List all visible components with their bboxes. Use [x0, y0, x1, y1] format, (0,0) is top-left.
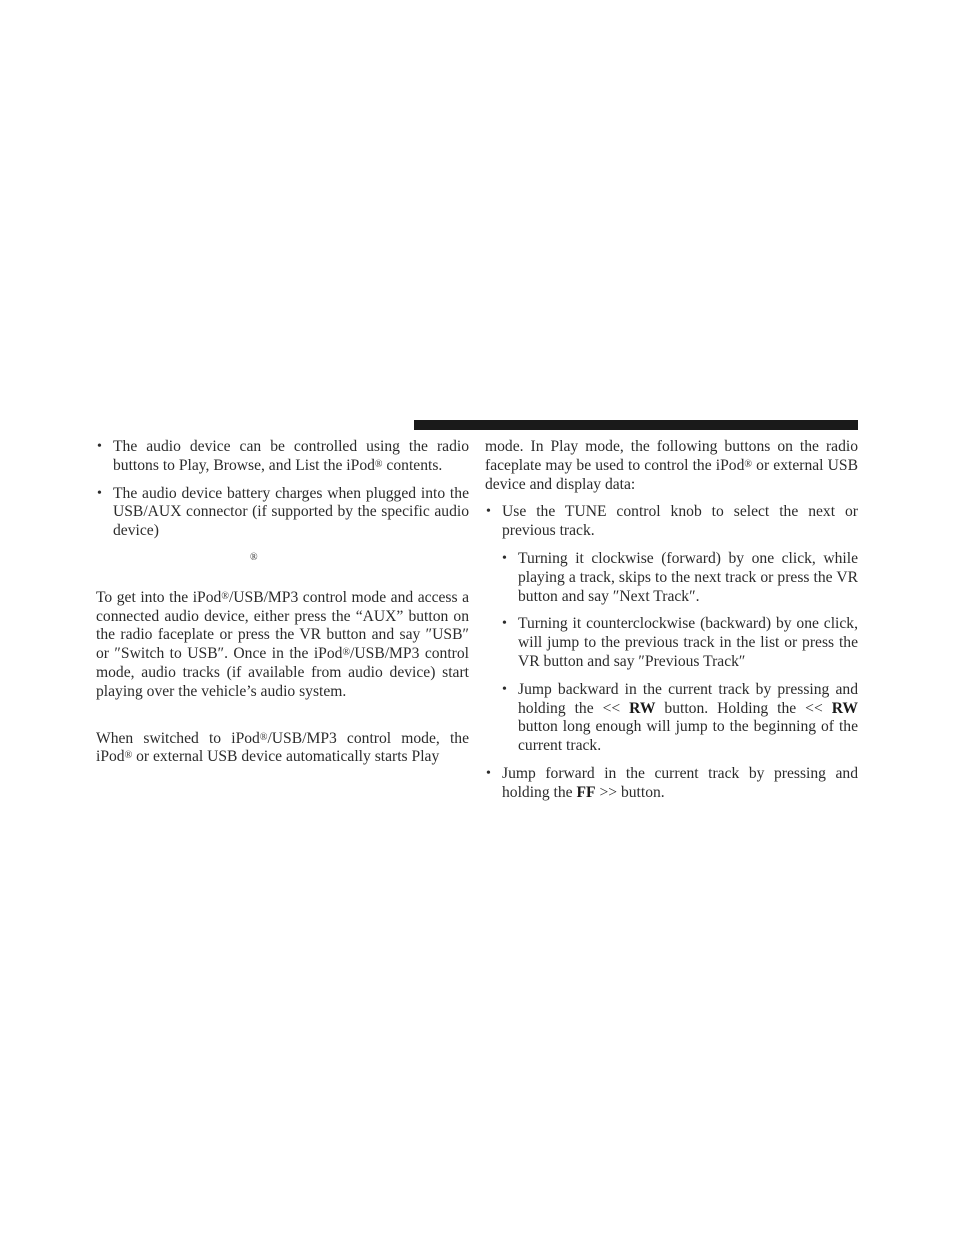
left-column: [96, 438, 469, 767]
bullet-fast-forward: • Jump forward in the current track by pressing and holding the FF >> button.: [485, 765, 858, 803]
rw-button-label: RW: [629, 699, 656, 717]
spacer: [96, 702, 469, 730]
registered-mark: ®: [744, 458, 752, 470]
right-column: [485, 438, 858, 812]
registered-mark: ®: [124, 750, 133, 762]
registered-mark: ®: [259, 731, 268, 743]
registered-mark: ®: [374, 458, 383, 470]
ff-button-label: FF: [576, 783, 596, 801]
heading-remnant: [96, 550, 469, 569]
registered-mark: ®: [221, 590, 229, 602]
sub-bullet-counterclockwise: • Turning it counterclockwise (backward) by one click, will jump to the previous track in the list or press the VR button and say ″Previous Track″: [501, 615, 858, 671]
rw-button-label: RW: [831, 699, 859, 717]
sub-bullet-clockwise: • Turning it clockwise (forward) by one click, while playing a track, skips to the next track or press the VR button and say ″Next Track″.: [501, 550, 858, 606]
paragraph-control-mode: To get into the iPod®/USB/MP3 control mode and access a connected audio device, either press the “AUX” button on the radio faceplate or press the VR button and say ″USB″ or ″Switch to USB″. Once in the iPod®/USB/MP3 control mode, audio tracks (if available from audio device) start playing over the vehicle’s audio system.: [96, 588, 469, 700]
bullet-battery-charges: • The audio device battery charges when plugged into the USB/AUX connector (if supported by the specific audio device): [96, 485, 469, 541]
bullet-radio-buttons: • The audio device can be controlled using the radio buttons to Play, Browse, and List the iPod® contents.: [96, 438, 469, 476]
paragraph-play-mode-continued: mode. In Play mode, the following buttons on the radio faceplate may be used to control the iPod® or external USB device and display data:: [485, 438, 858, 493]
section-header-bar: [414, 420, 858, 430]
registered-mark: ®: [250, 551, 258, 563]
registered-mark: ®: [342, 647, 351, 659]
sub-bullet-rewind: • Jump backward in the current track by pressing and holding the << RW button. Holding the << RW button long enough will jump to the beginning of the current track.: [501, 681, 858, 756]
paragraph-play-mode: When switched to iPod®/USB/MP3 control mode, the iPod® or external USB device automatically starts Play: [96, 729, 469, 766]
bullet-tune-knob: • Use the TUNE control knob to select the next or previous track.: [485, 503, 858, 541]
